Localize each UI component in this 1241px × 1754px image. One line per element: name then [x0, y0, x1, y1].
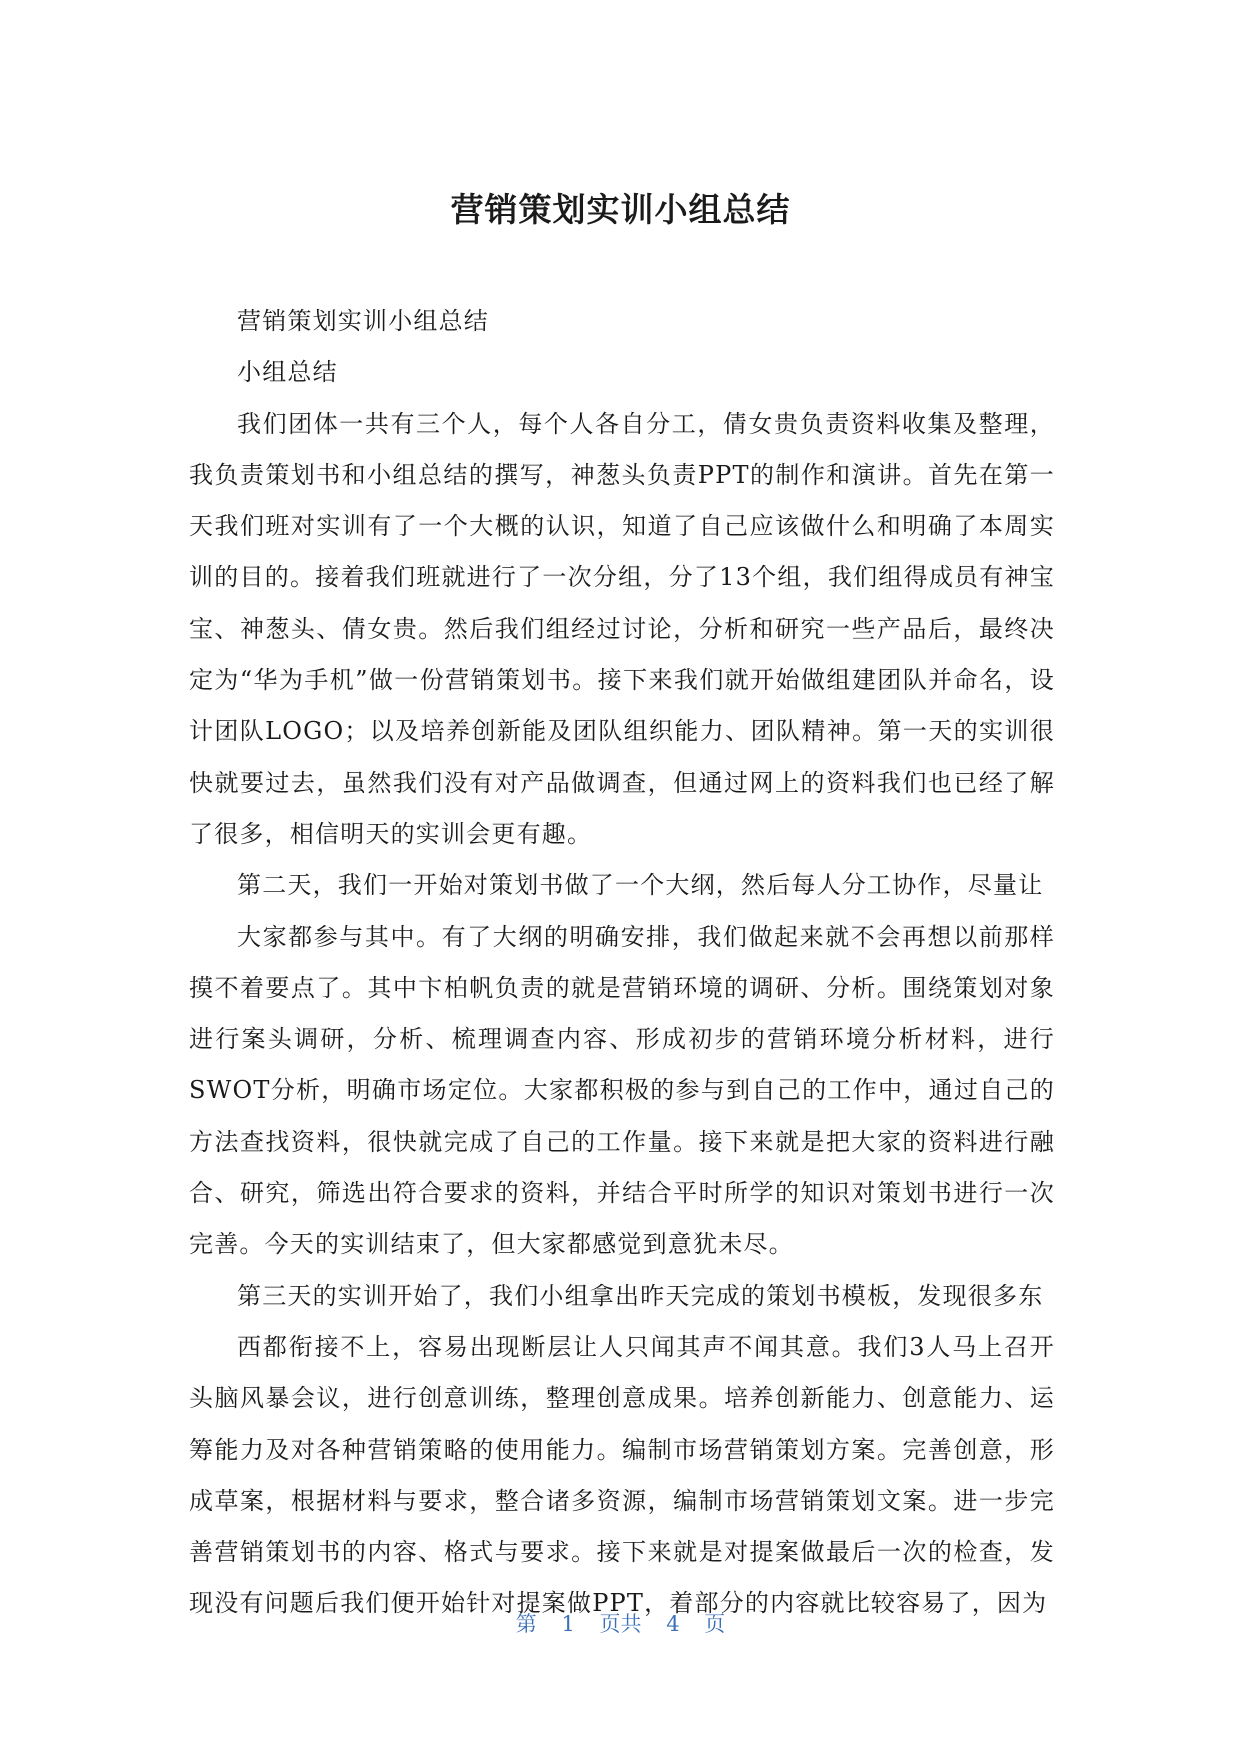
document-title: 营销策划实训小组总结	[450, 190, 791, 229]
total-pages-number: 4	[666, 1612, 680, 1636]
document-body	[189, 296, 1055, 1630]
page-footer	[0, 1608, 1241, 1638]
footer-suffix: 页	[704, 1612, 726, 1636]
paragraph: 营销策划实训小组总结	[237, 307, 489, 335]
current-page-number: 1	[561, 1612, 575, 1636]
paragraph: 西都衔接不上，容易出现断层让人只闻其声不闻其意。我们3人马上召开头脑风暴会议，进行创意训练，整理创意成果。培养创新能力、创意能力、运筹能力及对各种营销策略的使用能力。编制市场营销策划方案。完善创意，形成草案，根据材料与要求，整合诸多资源，编制市场营销策划文案。进一步完善营销策划书的内容、格式与要求。接下来就是对提案做最后一次的检查，发现没有问题后我们便开始针对提案做PPT，着部分的内容就比较容易了，因为	[189, 1332, 1055, 1618]
footer-mid: 页共	[599, 1612, 642, 1636]
footer-prefix: 第	[515, 1612, 537, 1636]
paragraph: 小组总结	[237, 358, 338, 387]
paragraph: 第二天，我们一开始对策划书做了一个大纲，然后每人分工协作，尽量让	[237, 871, 1044, 900]
paragraph: 大家都参与其中。有了大纲的明确安排，我们做起来就不会再想以前那样摸不着要点了。其中卞柏帆负责的就是营销环境的调研、分析。围绕策划对象进行案头调研，分析、梳理调查内容、形成初步的营销环境分析材料，进行SWOT分析，明确市场定位。大家都积极的参与到自己的工作中，通过自己的方法查找资料，很快就完成了自己的工作量。接下来就是把大家的资料进行融合、研究，筛选出符合要求的资料，并结合平时所学的知识对策划书进行一次完善。今天的实训结束了，但大家都感觉到意犹未尽。	[189, 922, 1055, 1259]
paragraph: 第三天的实训开始了，我们小组拿出昨天完成的策划书模板，发现很多东	[237, 1281, 1044, 1310]
paragraph: 我们团体一共有三个人，每个人各自分工，倩女贵负责资料收集及整理，我负责策划书和小组总结的撰写，神葱头负责PPT的制作和演讲。首先在第一天我们班对实训有了一个大概的认识，知道了自己应该做什么和明确了本周实训的目的。接着我们班就进行了一次分组，分了13个组，我们组得成员有神宝宝、神葱头、倩女贵。然后我们组经过讨论，分析和研究一些产品后，最终决定为“华为手机”做一份营销策划书。接下来我们就开始做组建团队并命名，设计团队LOGO；以及培养创新能及团队组织能力、团队精神。第一天的实训很快就要过去，虽然我们没有对产品做调查，但通过网上的资料我们也已经了解了很多，相信明天的实训会更有趣。	[189, 409, 1055, 848]
